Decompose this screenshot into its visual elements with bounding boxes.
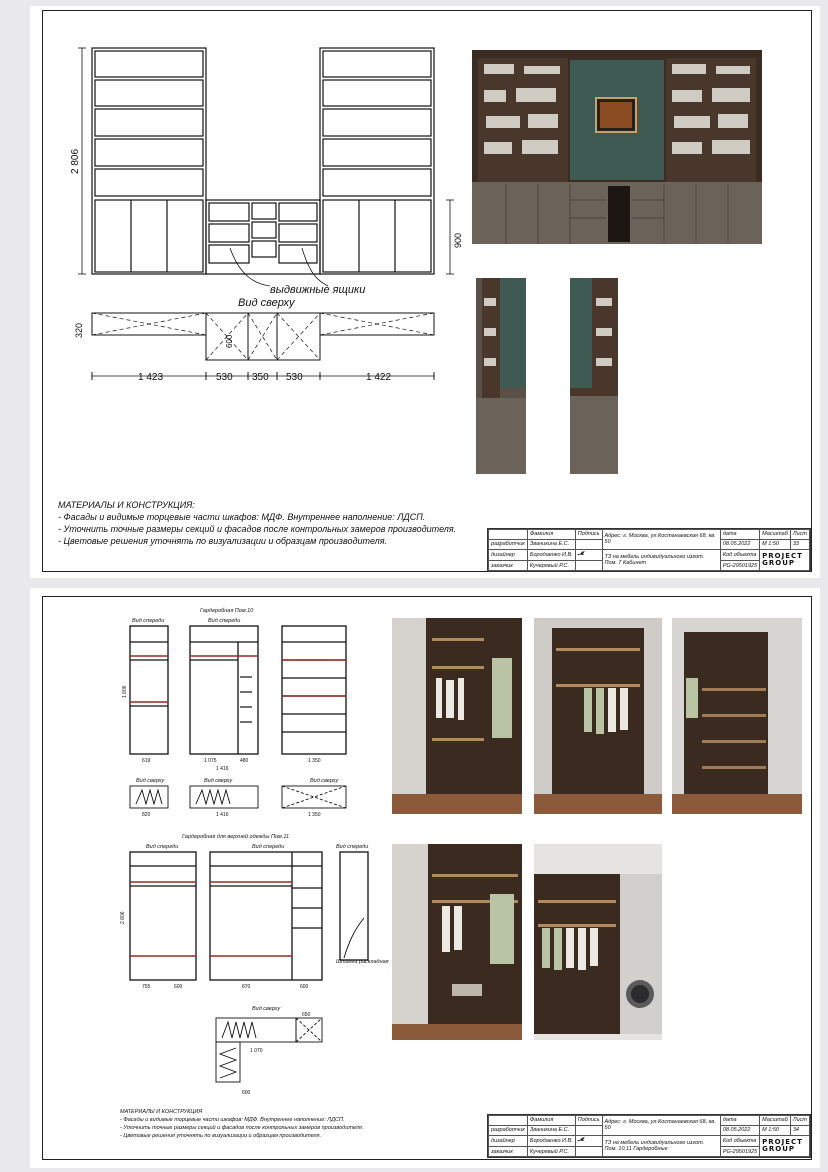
stamp-col-surname: Фамилия bbox=[527, 1116, 575, 1126]
stamp-project: ТЗ на мебель индивидуального изгот. Пом. 7 Кабинет bbox=[602, 549, 720, 570]
stamp-code: PG-29501925 bbox=[720, 1147, 759, 1157]
dim-label: 1 070 bbox=[250, 1048, 263, 1054]
stamp-date-label: дата bbox=[720, 1116, 759, 1126]
view-label: Вид сверху bbox=[136, 778, 165, 784]
stamp-name: Званикина Е.С. bbox=[527, 1125, 575, 1135]
stamp-role: дизайнер bbox=[489, 1135, 528, 1146]
materials-title: МАТЕРИАЛЫ И КОНСТРУКЦИЯ bbox=[120, 1109, 203, 1115]
view-label: Вид сверху bbox=[310, 778, 339, 784]
stamp-name: Кучерявый Р.С. bbox=[527, 561, 575, 571]
stamp-role: дизайнер bbox=[489, 549, 528, 560]
render-wardrobe-3 bbox=[672, 618, 802, 814]
render-wardrobe-2 bbox=[534, 618, 662, 814]
dim-label: 619 bbox=[142, 758, 151, 764]
render-wardrobe-4 bbox=[392, 844, 522, 1040]
title-block bbox=[487, 528, 811, 572]
dim-label: 480 bbox=[240, 758, 249, 764]
materials-title: МАТЕРИАЛЫ И КОНСТРУКЦИЯ: bbox=[58, 500, 195, 510]
stamp-scale: М 1:50 bbox=[760, 1125, 791, 1135]
dim-label: 600 bbox=[300, 984, 309, 990]
stamp-col-surname: Фамилия bbox=[527, 530, 575, 540]
dim-depth-320: 320 bbox=[74, 322, 84, 338]
stamp-date-label: дата bbox=[720, 530, 759, 540]
stamp-address: Адрес: г. Москва, ул.Костанаевская 68, кв. 50 bbox=[602, 1116, 720, 1136]
dim-w5: 1 422 bbox=[366, 372, 392, 383]
materials-notes bbox=[120, 1108, 420, 1140]
materials-line: - Цветовые решения уточнять по визуализации и образцам производителя. bbox=[120, 1133, 322, 1139]
materials-line: - Цветовые решения уточнять по визуализации и образцам производителя. bbox=[58, 536, 388, 546]
render-wardrobe-1 bbox=[392, 618, 522, 814]
wardrobe-10-drawing bbox=[112, 602, 362, 832]
logo-top: PROJECT bbox=[762, 1137, 803, 1146]
stamp-scale: М 1:50 bbox=[760, 539, 791, 549]
render-cabinet-front bbox=[472, 50, 762, 244]
dim-label: 600 bbox=[174, 984, 183, 990]
stamp-sheet: 33 bbox=[790, 539, 809, 549]
stamp-name: Бородаенко И.В. bbox=[527, 1135, 575, 1146]
stamp-name: Бородаенко И.В. bbox=[527, 549, 575, 560]
stamp-scale-label: Масштаб bbox=[760, 1116, 791, 1126]
dim-w1: 1 423 bbox=[138, 372, 164, 383]
title-block bbox=[487, 1114, 811, 1158]
view-label: Вид спереди bbox=[336, 844, 369, 850]
logo-bottom: GROUP bbox=[762, 1144, 796, 1153]
dim-total-height: 2 806 bbox=[70, 148, 81, 174]
stamp-code: PG-29501925 bbox=[720, 561, 759, 571]
view-label: Вид сверху bbox=[204, 778, 233, 784]
dim-label: 1 416 bbox=[216, 766, 229, 772]
stamp-role: разработчик bbox=[489, 1125, 528, 1135]
materials-line: - Уточнить точные размеры секций и фасадов после контрольных замеров производителя. bbox=[120, 1125, 364, 1131]
materials-line: - Фасады и видимые торцевые части шкафов: МДФ. Внутреннее наполнение: ЛДСП. bbox=[120, 1117, 345, 1123]
signature-image: 𝓜 bbox=[575, 549, 602, 560]
lift-note: Штанга раскладная bbox=[336, 959, 389, 965]
top-view-title: Вид сверху bbox=[238, 297, 295, 309]
signature-image: 𝓜 bbox=[575, 1135, 602, 1146]
dim-label: 600 bbox=[242, 1090, 251, 1096]
materials-line: - Фасады и видимые торцевые части шкафов: МДФ. Внутреннее наполнение: ЛДСП. bbox=[58, 512, 426, 522]
wardrobe-10-title: Гардеробная Пом.10 bbox=[200, 608, 254, 614]
dim-label: 2 806 bbox=[120, 911, 126, 924]
stamp-role: разработчик bbox=[489, 539, 528, 549]
signature-image bbox=[575, 539, 602, 549]
dim-depth-600: 600 bbox=[225, 334, 234, 348]
stamp-sheet-label: Лист bbox=[790, 1116, 809, 1126]
dim-label: 870 bbox=[242, 984, 251, 990]
front-elevation-drawing bbox=[70, 36, 470, 306]
sheet-cabinet bbox=[30, 6, 820, 578]
dim-label: 650 bbox=[302, 1012, 311, 1018]
stamp-address: Адрес: г. Москва, ул.Костанаевская 68, кв. 50 bbox=[602, 530, 720, 550]
dim-label: 1 075 bbox=[204, 758, 217, 764]
stamp-project: ТЗ на мебель индивидуального изгот. Пом. 10,11 Гардеробные bbox=[602, 1135, 720, 1156]
view-label: Вид спереди bbox=[132, 618, 165, 624]
view-label: Вид спереди bbox=[252, 844, 285, 850]
stamp-name: Званикина Е.С. bbox=[527, 539, 575, 549]
materials-notes bbox=[58, 499, 478, 547]
dim-label: 1 416 bbox=[216, 812, 229, 818]
wardrobe-11-drawing bbox=[112, 828, 389, 1098]
dim-w2: 530 bbox=[216, 372, 233, 383]
dim-lower-height: 900 bbox=[453, 232, 463, 248]
render-cabinet-side-left bbox=[476, 278, 526, 474]
stamp-role: заказчик bbox=[489, 1147, 528, 1157]
stamp-name: Кучерявый Р.С. bbox=[527, 1147, 575, 1157]
render-cabinet-side-right bbox=[570, 278, 618, 474]
dim-label: 1 806 bbox=[122, 685, 128, 698]
dim-label: 1 350 bbox=[308, 812, 321, 818]
company-logo bbox=[760, 1135, 810, 1156]
stamp-sheet: 34 bbox=[790, 1125, 809, 1135]
sheet-wardrobes bbox=[30, 588, 820, 1168]
stamp-code-label: Код объекта bbox=[720, 1135, 759, 1146]
drawers-note: выдвижные ящики bbox=[270, 284, 366, 296]
dim-w3: 350 bbox=[252, 372, 269, 383]
signature-image bbox=[575, 1125, 602, 1135]
view-label: Вид спереди bbox=[146, 844, 179, 850]
view-label: Вид сверху bbox=[252, 1006, 281, 1012]
stamp-code-label: Код объекта bbox=[720, 549, 759, 560]
top-view-drawing bbox=[70, 296, 470, 386]
wardrobe-11-title: Гардеробная для верхней одежды Пом.11 bbox=[182, 834, 290, 840]
materials-line: - Уточнить точные размеры секций и фасадов после контрольных замеров производителя. bbox=[58, 524, 457, 534]
stamp-col-sign: Подпись bbox=[575, 530, 602, 540]
stamp-date: 08.05.2022 bbox=[720, 1125, 759, 1135]
stamp-sheet-label: Лист bbox=[790, 530, 809, 540]
dim-label: 820 bbox=[142, 812, 151, 818]
company-logo bbox=[760, 549, 810, 570]
logo-top: PROJECT bbox=[762, 551, 803, 560]
stamp-date: 08.05.2022 bbox=[720, 539, 759, 549]
stamp-role: заказчик bbox=[489, 561, 528, 571]
render-wardrobe-5 bbox=[534, 844, 662, 1040]
dim-label: 755 bbox=[142, 984, 151, 990]
stamp-col-sign: Подпись bbox=[575, 1116, 602, 1126]
dim-w4: 530 bbox=[286, 372, 303, 383]
dim-label: 1 350 bbox=[308, 758, 321, 764]
stamp-scale-label: Масштаб bbox=[760, 530, 791, 540]
logo-bottom: GROUP bbox=[762, 558, 796, 567]
view-label: Вид спереди bbox=[208, 618, 241, 624]
